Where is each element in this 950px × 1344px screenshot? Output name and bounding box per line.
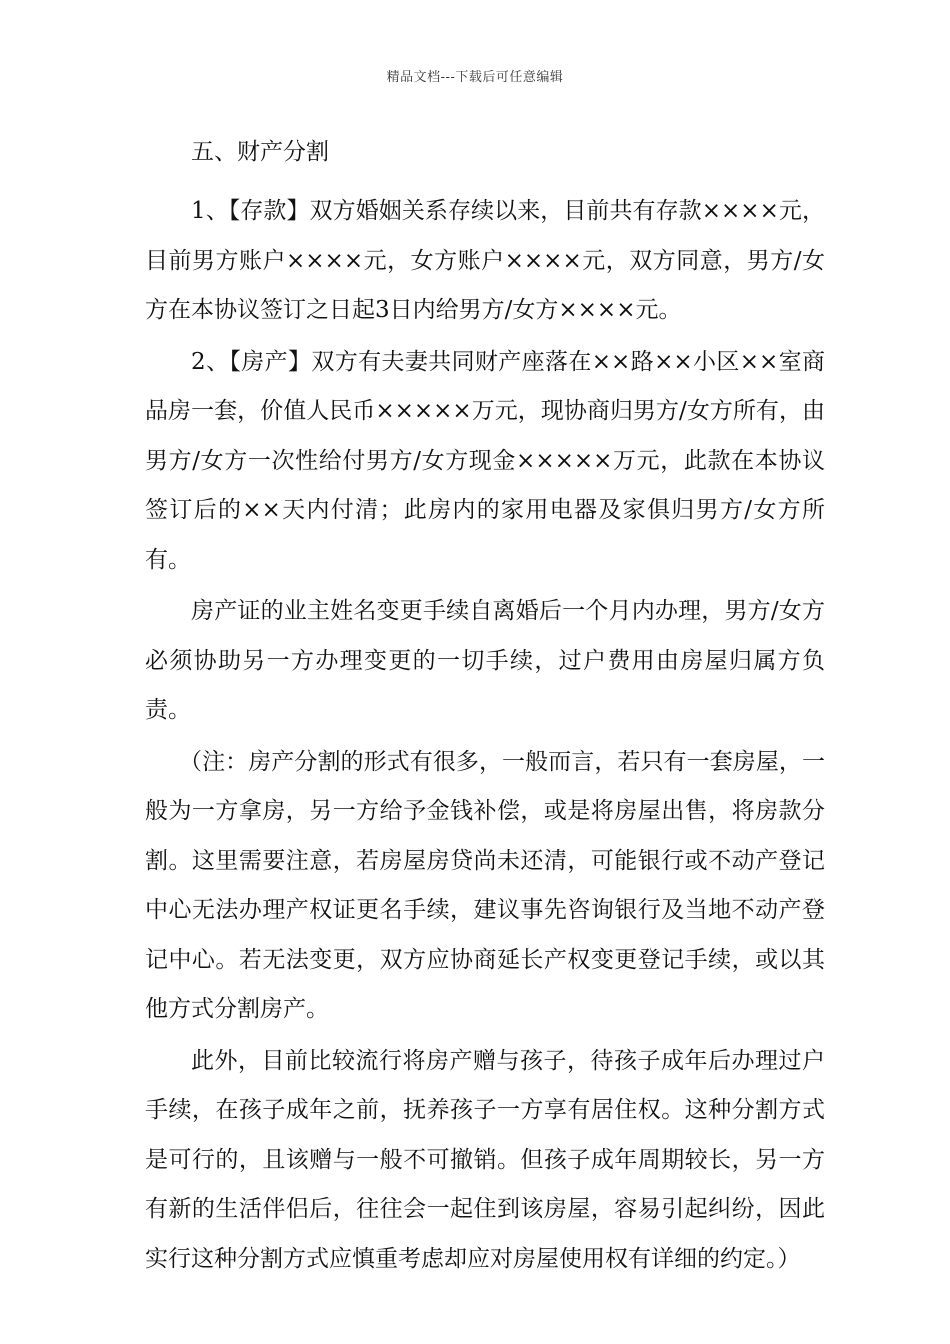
paragraph-property: 2、【房产】双方有夫妻共同财产座落在××路××小区××室商品房一套，价值人民币×××××万元，现协商归男方/女方所有，由男方/女方一次性给付男方/女方现金×××××万元，此款在本协议签订后的××天内付清；此房内的家用电器及家俱归男方/女方所有。 [145,348,825,573]
page-header: 精品文档---下载后可任意编辑 [386,70,564,85]
paragraph-deposit: 1、【存款】双方婚姻关系存续以来，目前共有存款××××元，目前男方账户××××元，女方账户××××元，双方同意，男方/女方在本协议签订之日起3日内给男方/女方××××元。 [145,198,825,323]
document-body [145,128,825,1284]
paragraph-note: （注：房产分割的形式有很多，一般而言，若只有一套房屋，一般为一方拿房，另一方给予金钱补偿，或是将房屋出售，将房款分割。这里需要注意，若房屋房贷尚未还清，可能银行或不动产登记中心无法办理产权证更名手续，建议事先咨询银行及当地不动产登记中心。若无法变更，双方应协商延长产权变更登记手续，或以其他方式分割房产。 [145,748,825,1022]
paragraph-gift-to-child: 此外，目前比较流行将房产赠与孩子，待孩子成年后办理过户手续，在孩子成年之前，抚养孩子一方享有居住权。这种分割方式是可行的，且该赠与一般不可撤销。但孩子成年周期较长，另一方有新的生活伴侣后，往往会一起住到该房屋，容易引起纠纷，因此实行这种分割方式应慎重考虑却应对房屋使用权有详细的约定。） [145,1047,825,1272]
paragraph-title-transfer: 房产证的业主姓名变更手续自离婚后一个月内办理，男方/女方必须协助另一方办理变更的一切手续，过户费用由房屋归属方负责。 [145,598,825,723]
section-heading: 五、财产分割 [191,139,329,165]
